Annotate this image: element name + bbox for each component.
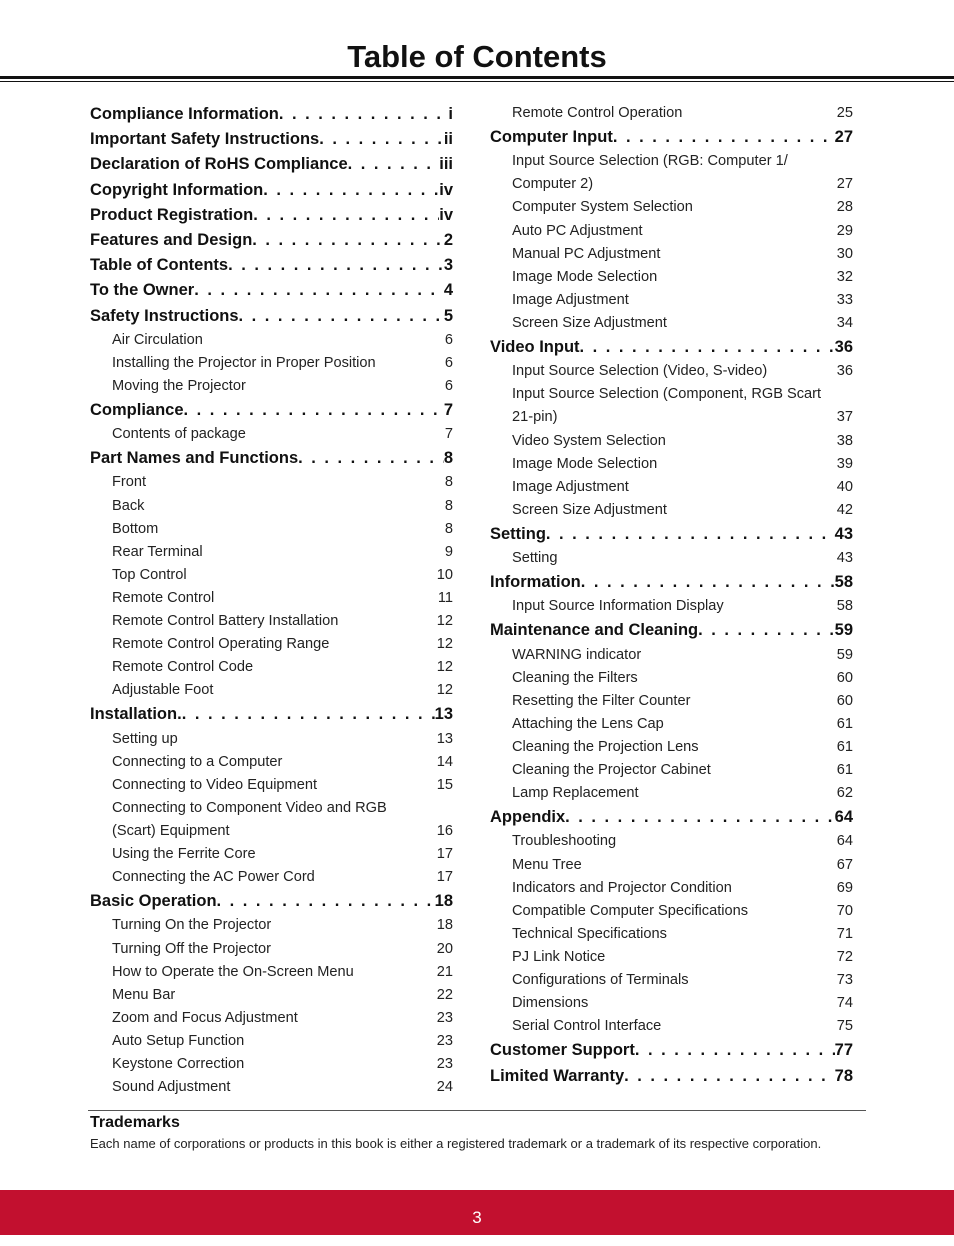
toc-sub-entry[interactable]: [490, 992, 853, 1015]
toc-page-number: 5: [443, 306, 453, 325]
toc-page-number: 36: [834, 338, 853, 357]
toc-sub-entry[interactable]: [90, 633, 453, 656]
toc-sub-entry[interactable]: [490, 150, 853, 173]
toc-entry-title: WARNING indicator: [512, 646, 642, 663]
toc-entry-title: Remote Control Operation: [512, 105, 683, 121]
toc-page-number: 73: [836, 972, 853, 989]
toc-entry-title: Rear Terminal: [112, 543, 203, 560]
toc-entry-title: Configurations of Terminals: [512, 972, 689, 989]
dot-leader: [253, 203, 439, 228]
toc-entry-title: Technical Specifications: [512, 925, 667, 942]
toc-page-number: 9: [444, 543, 453, 560]
toc-sub-entry[interactable]: [90, 866, 453, 889]
toc-entry-title: Input Source Information Display: [512, 598, 724, 615]
dot-leader: [698, 618, 835, 643]
toc-entry-title: Image Adjustment: [512, 478, 629, 495]
toc-page-number: 70: [836, 902, 853, 919]
toc-entry-title: Air Circulation: [112, 331, 203, 348]
toc-sub-entry[interactable]: [90, 1053, 453, 1076]
toc-page-number: 17: [436, 869, 453, 886]
title-rule-thick: [0, 76, 954, 79]
toc-page-number: iv: [439, 205, 453, 224]
toc-sub-entry[interactable]: [490, 595, 853, 618]
toc-sub-entry[interactable]: [90, 541, 453, 564]
toc-entry-title: Dimensions: [512, 995, 589, 1012]
toc-page-number: 64: [834, 808, 853, 827]
toc-page-number: 11: [437, 589, 453, 606]
toc-page-number: 58: [836, 598, 853, 615]
toc-sub-entry[interactable]: [490, 946, 853, 969]
toc-heading-entry[interactable]: [90, 889, 453, 914]
page-title: Table of Contents: [347, 39, 607, 74]
toc-page-number: 69: [836, 879, 853, 896]
toc-entry-title: Cleaning the Projector Cabinet: [512, 762, 711, 779]
toc-entry-title: Screen Size Adjustment: [512, 501, 667, 518]
toc-heading-entry[interactable]: [490, 805, 853, 830]
toc-entry-title: Lamp Replacement: [512, 785, 639, 802]
toc-right-column: [490, 102, 853, 1089]
toc-sub-entry[interactable]: [490, 644, 853, 667]
toc-entry-title: Image Adjustment: [512, 291, 629, 308]
toc-heading-entry[interactable]: [90, 702, 453, 727]
toc-heading-entry[interactable]: [490, 618, 853, 643]
toc-entry-title: Connecting to Component Video and RGB: [112, 799, 387, 816]
toc-entry-title: Maintenance and Cleaning: [490, 621, 699, 640]
toc-sub-entry[interactable]: [490, 289, 853, 312]
toc-page-number: 62: [836, 785, 853, 802]
toc-page-number: 15: [436, 776, 453, 793]
toc-sub-entry[interactable]: [490, 196, 853, 219]
toc-sub-entry[interactable]: [490, 476, 853, 499]
toc-entry-title: Computer 2): [512, 176, 594, 193]
toc-page-number: 12: [436, 682, 453, 699]
toc-page-number: 21: [436, 963, 453, 980]
dot-leader: [263, 178, 439, 203]
toc-page-number: 10: [436, 566, 453, 583]
dot-leader: [546, 522, 835, 547]
toc-page-number: 2: [443, 230, 453, 249]
toc-entry-title: Setting: [490, 524, 546, 543]
toc-entry-title: Connecting the AC Power Cord: [112, 869, 315, 886]
toc-sub-entry[interactable]: [490, 220, 853, 243]
dot-leader: [279, 102, 449, 127]
toc-entry-title: Image Mode Selection: [512, 268, 658, 285]
trademarks-text: Each name of corporations or products in this book is either a registered trademark or a trademark of its respective corporation.: [90, 1136, 822, 1151]
toc-sub-entry[interactable]: [90, 564, 453, 587]
toc-page-number: 59: [834, 621, 853, 640]
trademarks-divider: [88, 1110, 866, 1111]
dot-leader: [298, 446, 444, 471]
toc-page-number: 18: [436, 917, 453, 934]
toc-entry-title: (Scart) Equipment: [112, 822, 230, 839]
toc-entry-title: Screen Size Adjustment: [512, 314, 667, 331]
dot-leader: [184, 398, 444, 423]
toc-entry-title: Installation.: [90, 705, 182, 724]
toc-page-number: 6: [444, 331, 453, 348]
toc-entry-title: How to Operate the On-Screen Menu: [112, 963, 354, 980]
toc-sub-entry[interactable]: [90, 938, 453, 961]
toc-sub-entry[interactable]: [90, 518, 453, 541]
toc-page-number: 29: [836, 222, 853, 239]
toc-page-number: 42: [836, 501, 853, 518]
toc-sub-entry[interactable]: [490, 1015, 853, 1038]
toc-entry-title: Safety Instructions: [90, 306, 239, 325]
toc-sub-entry[interactable]: [490, 383, 853, 406]
toc-sub-entry[interactable]: [490, 759, 853, 782]
toc-sub-entry[interactable]: [90, 329, 453, 352]
toc-entry-title: Turning On the Projector: [112, 917, 272, 934]
toc-entry-title: Turning Off the Projector: [112, 940, 271, 957]
toc-entry-title: Attaching the Lens Cap: [512, 715, 664, 732]
toc-sub-entry[interactable]: [90, 797, 453, 820]
toc-page-number: ii: [443, 130, 453, 149]
toc-page-number: 30: [836, 245, 853, 262]
toc-entry-title: Remote Control: [112, 589, 215, 606]
toc-page-number: 6: [444, 354, 453, 371]
toc-page-number: 8: [443, 449, 453, 468]
toc-entry-title: Remote Control Code: [112, 659, 254, 676]
dot-leader: [624, 1064, 834, 1089]
toc-heading-entry[interactable]: [490, 570, 853, 595]
toc-sub-entry[interactable]: [490, 969, 853, 992]
toc-page-number: 34: [836, 314, 853, 331]
toc-entry-title: Menu Tree: [512, 856, 582, 873]
dot-leader: [319, 127, 444, 152]
footer-bar: [0, 1190, 954, 1235]
toc-page-number: 8: [444, 520, 453, 537]
toc-page-number: 27: [836, 176, 853, 193]
toc-entry-title: Connecting to a Computer: [112, 753, 283, 770]
toc-page-number: 43: [836, 550, 853, 567]
toc-heading-entry[interactable]: [90, 398, 453, 423]
toc-left-column: [90, 102, 453, 1099]
dot-leader: [348, 152, 440, 177]
toc-sub-entry[interactable]: [90, 751, 453, 774]
toc-sub-entry[interactable]: [90, 843, 453, 866]
toc-heading-entry[interactable]: [90, 203, 453, 228]
toc-page-number: 16: [436, 822, 453, 839]
toc-page-number: 36: [836, 363, 853, 380]
toc-entry-title: Top Control: [112, 566, 187, 583]
toc-entry-title: 21-pin): [512, 409, 558, 426]
toc-entry-title: Copyright Information: [90, 180, 264, 199]
toc-heading-entry[interactable]: [90, 152, 453, 177]
toc-sub-entry[interactable]: [490, 690, 853, 713]
toc-sub-entry[interactable]: [490, 499, 853, 522]
toc-sub-entry[interactable]: [490, 312, 853, 335]
toc-page-number: iv: [439, 180, 453, 199]
toc-page-number: 58: [834, 573, 853, 592]
toc-entry-title: Front: [112, 474, 147, 491]
toc-entry-title: Features and Design: [90, 230, 253, 249]
toc-sub-entry[interactable]: [490, 266, 853, 289]
toc-entry-title: Setting: [512, 550, 558, 567]
toc-entry-title: Input Source Selection (RGB: Computer 1/: [512, 153, 788, 170]
toc-sub-entry[interactable]: [90, 610, 453, 633]
toc-sub-entry[interactable]: [490, 667, 853, 690]
toc-page-number: 61: [836, 715, 853, 732]
toc-entry-title: Using the Ferrite Core: [112, 846, 256, 863]
dot-leader: [182, 702, 435, 727]
toc-sub-entry[interactable]: [490, 923, 853, 946]
toc-page-number: 20: [436, 940, 453, 957]
toc-heading-entry[interactable]: [90, 278, 453, 303]
toc-sub-entry[interactable]: [90, 820, 453, 843]
toc-sub-entry[interactable]: [90, 961, 453, 984]
dot-leader: [565, 805, 834, 830]
toc-entry-title: Remote Control Battery Installation: [112, 613, 339, 629]
dot-leader: [217, 889, 435, 914]
toc-sub-entry[interactable]: [90, 375, 453, 398]
toc-entry-title: Appendix: [490, 808, 566, 827]
toc-page-number: 24: [436, 1079, 453, 1096]
toc-page-number: 23: [436, 1009, 453, 1026]
toc-page-number: 67: [836, 856, 853, 873]
toc-heading-entry[interactable]: [90, 253, 453, 278]
toc-heading-entry[interactable]: [490, 1064, 853, 1089]
toc-entry-title: Video Input: [490, 338, 580, 357]
toc-heading-entry[interactable]: [490, 1038, 853, 1063]
toc-page-number: 13: [434, 705, 453, 724]
toc-page-number: 59: [836, 646, 853, 663]
toc-page-number: 17: [436, 846, 453, 863]
toc-page-number: 25: [836, 105, 853, 121]
toc-entry-title: Image Mode Selection: [512, 455, 658, 472]
toc-entry-title: Cleaning the Filters: [512, 669, 638, 686]
toc-page-number: 12: [436, 613, 453, 629]
toc-page-number: 77: [834, 1041, 853, 1060]
toc-entry-title: Limited Warranty: [490, 1066, 625, 1085]
toc-page-number: 6: [444, 377, 453, 394]
toc-entry-title: Part Names and Functions: [90, 449, 299, 468]
toc-page-number: 7: [444, 426, 453, 443]
toc-sub-entry[interactable]: [90, 352, 453, 375]
toc-entry-title: Setting up: [112, 730, 178, 747]
toc-entry-title: Compliance Information: [90, 105, 279, 123]
dot-leader: [581, 570, 835, 595]
toc-sub-entry[interactable]: [90, 423, 453, 446]
toc-sub-entry[interactable]: [490, 782, 853, 805]
toc-entry-title: Connecting to Video Equipment: [112, 776, 317, 793]
toc-heading-entry[interactable]: [90, 178, 453, 203]
toc-page-number: 13: [436, 730, 453, 747]
dot-leader: [252, 228, 444, 253]
toc-sub-entry[interactable]: [90, 1076, 453, 1099]
dot-leader: [194, 278, 444, 303]
toc-entry-title: Input Source Selection (Video, S-video): [512, 363, 768, 380]
toc-page-number: 3: [443, 256, 453, 275]
page-number: 3: [472, 1208, 482, 1227]
toc-entry-title: Compliance: [90, 400, 184, 419]
toc-heading-entry[interactable]: [90, 127, 453, 152]
toc-entry-title: To the Owner: [90, 281, 195, 300]
toc-sub-entry[interactable]: [490, 453, 853, 476]
toc-entry-title: Product Registration: [90, 205, 254, 224]
toc-page-number: 23: [436, 1032, 453, 1049]
toc-sub-entry[interactable]: [490, 877, 853, 900]
toc-entry-title: Troubleshooting: [512, 833, 617, 850]
toc-entry-title: Basic Operation: [90, 892, 217, 911]
toc-entry-title: Contents of package: [112, 426, 246, 443]
toc-page-number: 7: [443, 400, 453, 419]
toc-entry-title: Keystone Correction: [112, 1055, 245, 1072]
toc-sub-entry[interactable]: [90, 495, 453, 518]
toc-page-number: 12: [436, 659, 453, 676]
toc-page-number: 4: [443, 281, 453, 300]
dot-leader: [613, 125, 835, 150]
toc-page-number: 32: [836, 268, 853, 285]
toc-heading-entry[interactable]: [90, 102, 453, 127]
toc-sub-entry[interactable]: [90, 587, 453, 610]
toc-page-number: 8: [444, 497, 453, 514]
toc-page-number: 61: [836, 739, 853, 755]
dot-leader: [228, 253, 444, 278]
toc-sub-entry[interactable]: [490, 102, 853, 125]
toc-page-number: 14: [436, 753, 453, 770]
toc-page-number: 33: [836, 291, 853, 308]
toc-entry-title: Zoom and Focus Adjustment: [112, 1009, 298, 1026]
toc-page-number: 27: [834, 128, 853, 147]
toc-sub-entry[interactable]: [490, 406, 853, 429]
toc-page-number: 60: [836, 669, 853, 686]
toc-page-number: 18: [434, 892, 453, 911]
toc-page-number: 40: [836, 478, 853, 495]
toc-page-number: 61: [836, 762, 853, 779]
toc-page-number: 74: [836, 995, 853, 1012]
toc-entry-title: Customer Support: [490, 1041, 635, 1060]
toc-page-number: 8: [444, 474, 453, 491]
toc-heading-entry[interactable]: [90, 304, 453, 329]
toc-entry-title: Manual PC Adjustment: [512, 245, 661, 262]
toc-page-number: 23: [436, 1055, 453, 1072]
toc-entry-title: Video System Selection: [512, 432, 666, 449]
toc-entry-title: Menu Bar: [112, 986, 176, 1003]
toc-heading-entry[interactable]: [90, 228, 453, 253]
toc-entry-title: Cleaning the Projection Lens: [512, 739, 699, 755]
toc-page-number: 78: [834, 1066, 853, 1085]
toc-page-number: 43: [834, 524, 853, 543]
toc-sub-entry[interactable]: [90, 471, 453, 494]
toc-page-number: i: [448, 105, 453, 123]
toc-page-number: 71: [836, 925, 853, 942]
toc-sub-entry[interactable]: [490, 900, 853, 923]
toc-entry-title: Remote Control Operating Range: [112, 636, 330, 653]
dot-leader: [239, 304, 444, 329]
toc-entry-title: Installing the Projector in Proper Position: [112, 354, 376, 371]
toc-page-number: 72: [836, 948, 853, 965]
toc-entry-title: Back: [112, 497, 145, 514]
toc-heading-entry[interactable]: [490, 522, 853, 547]
toc-entry-title: Indicators and Projector Condition: [512, 879, 732, 896]
toc-sub-entry[interactable]: [490, 830, 853, 853]
toc-entry-title: Important Safety Instructions: [90, 130, 320, 149]
toc-page-number: 12: [436, 636, 453, 653]
toc-entry-title: Sound Adjustment: [112, 1079, 231, 1096]
toc-sub-entry[interactable]: [490, 430, 853, 453]
toc-sub-entry[interactable]: [90, 914, 453, 937]
toc-page-number: 38: [836, 432, 853, 449]
toc-page-number: 28: [836, 199, 853, 216]
toc-sub-entry[interactable]: [90, 1007, 453, 1030]
toc-entry-title: Compatible Computer Specifications: [512, 902, 749, 919]
toc-page-number: 22: [436, 986, 453, 1003]
toc-sub-entry[interactable]: [90, 656, 453, 679]
toc-entry-title: Computer System Selection: [512, 199, 693, 216]
toc-page-number: 75: [836, 1018, 853, 1035]
toc-sub-entry[interactable]: [90, 984, 453, 1007]
toc-entry-title: Information: [490, 573, 581, 592]
toc-page-number: 39: [836, 455, 853, 472]
toc-sub-entry[interactable]: [90, 774, 453, 797]
toc-page-number: 37: [836, 409, 853, 426]
toc-heading-entry[interactable]: [490, 125, 853, 150]
title-rule-thin: [0, 81, 954, 82]
toc-entry-title: PJ Link Notice: [512, 948, 606, 965]
dot-leader: [635, 1038, 835, 1063]
toc-entry-title: Resetting the Filter Counter: [512, 692, 691, 709]
toc-page-number: 60: [836, 692, 853, 709]
toc-entry-title: Computer Input: [490, 128, 613, 147]
toc-sub-entry[interactable]: [490, 547, 853, 570]
toc-sub-entry[interactable]: [490, 713, 853, 736]
toc-sub-entry[interactable]: [90, 679, 453, 702]
toc-entry-title: Auto PC Adjustment: [512, 222, 643, 239]
toc-entry-title: Serial Control Interface: [512, 1018, 662, 1035]
toc-page-number: iii: [439, 155, 453, 174]
toc-entry-title: Auto Setup Function: [112, 1032, 245, 1049]
toc-sub-entry[interactable]: [90, 1030, 453, 1053]
toc-sub-entry[interactable]: [490, 173, 853, 196]
toc-entry-title: Adjustable Foot: [112, 682, 214, 699]
toc-sub-entry[interactable]: [490, 736, 853, 759]
toc-sub-entry[interactable]: [490, 854, 853, 877]
toc-page-number: 64: [836, 833, 853, 850]
toc-sub-entry[interactable]: [490, 243, 853, 266]
toc-entry-title: Table of Contents: [90, 256, 229, 275]
trademarks-heading: Trademarks: [90, 1114, 180, 1131]
toc-heading-entry[interactable]: [90, 446, 453, 471]
toc-entry-title: Moving the Projector: [112, 377, 246, 394]
dot-leader: [580, 335, 835, 360]
toc-entry-title: Bottom: [112, 520, 159, 537]
toc-sub-entry[interactable]: [90, 728, 453, 751]
toc-heading-entry[interactable]: [490, 335, 853, 360]
toc-sub-entry[interactable]: [490, 360, 853, 383]
toc-entry-title: Declaration of RoHS Compliance: [90, 155, 348, 174]
toc-entry-title: Input Source Selection (Component, RGB Scart: [512, 386, 822, 403]
